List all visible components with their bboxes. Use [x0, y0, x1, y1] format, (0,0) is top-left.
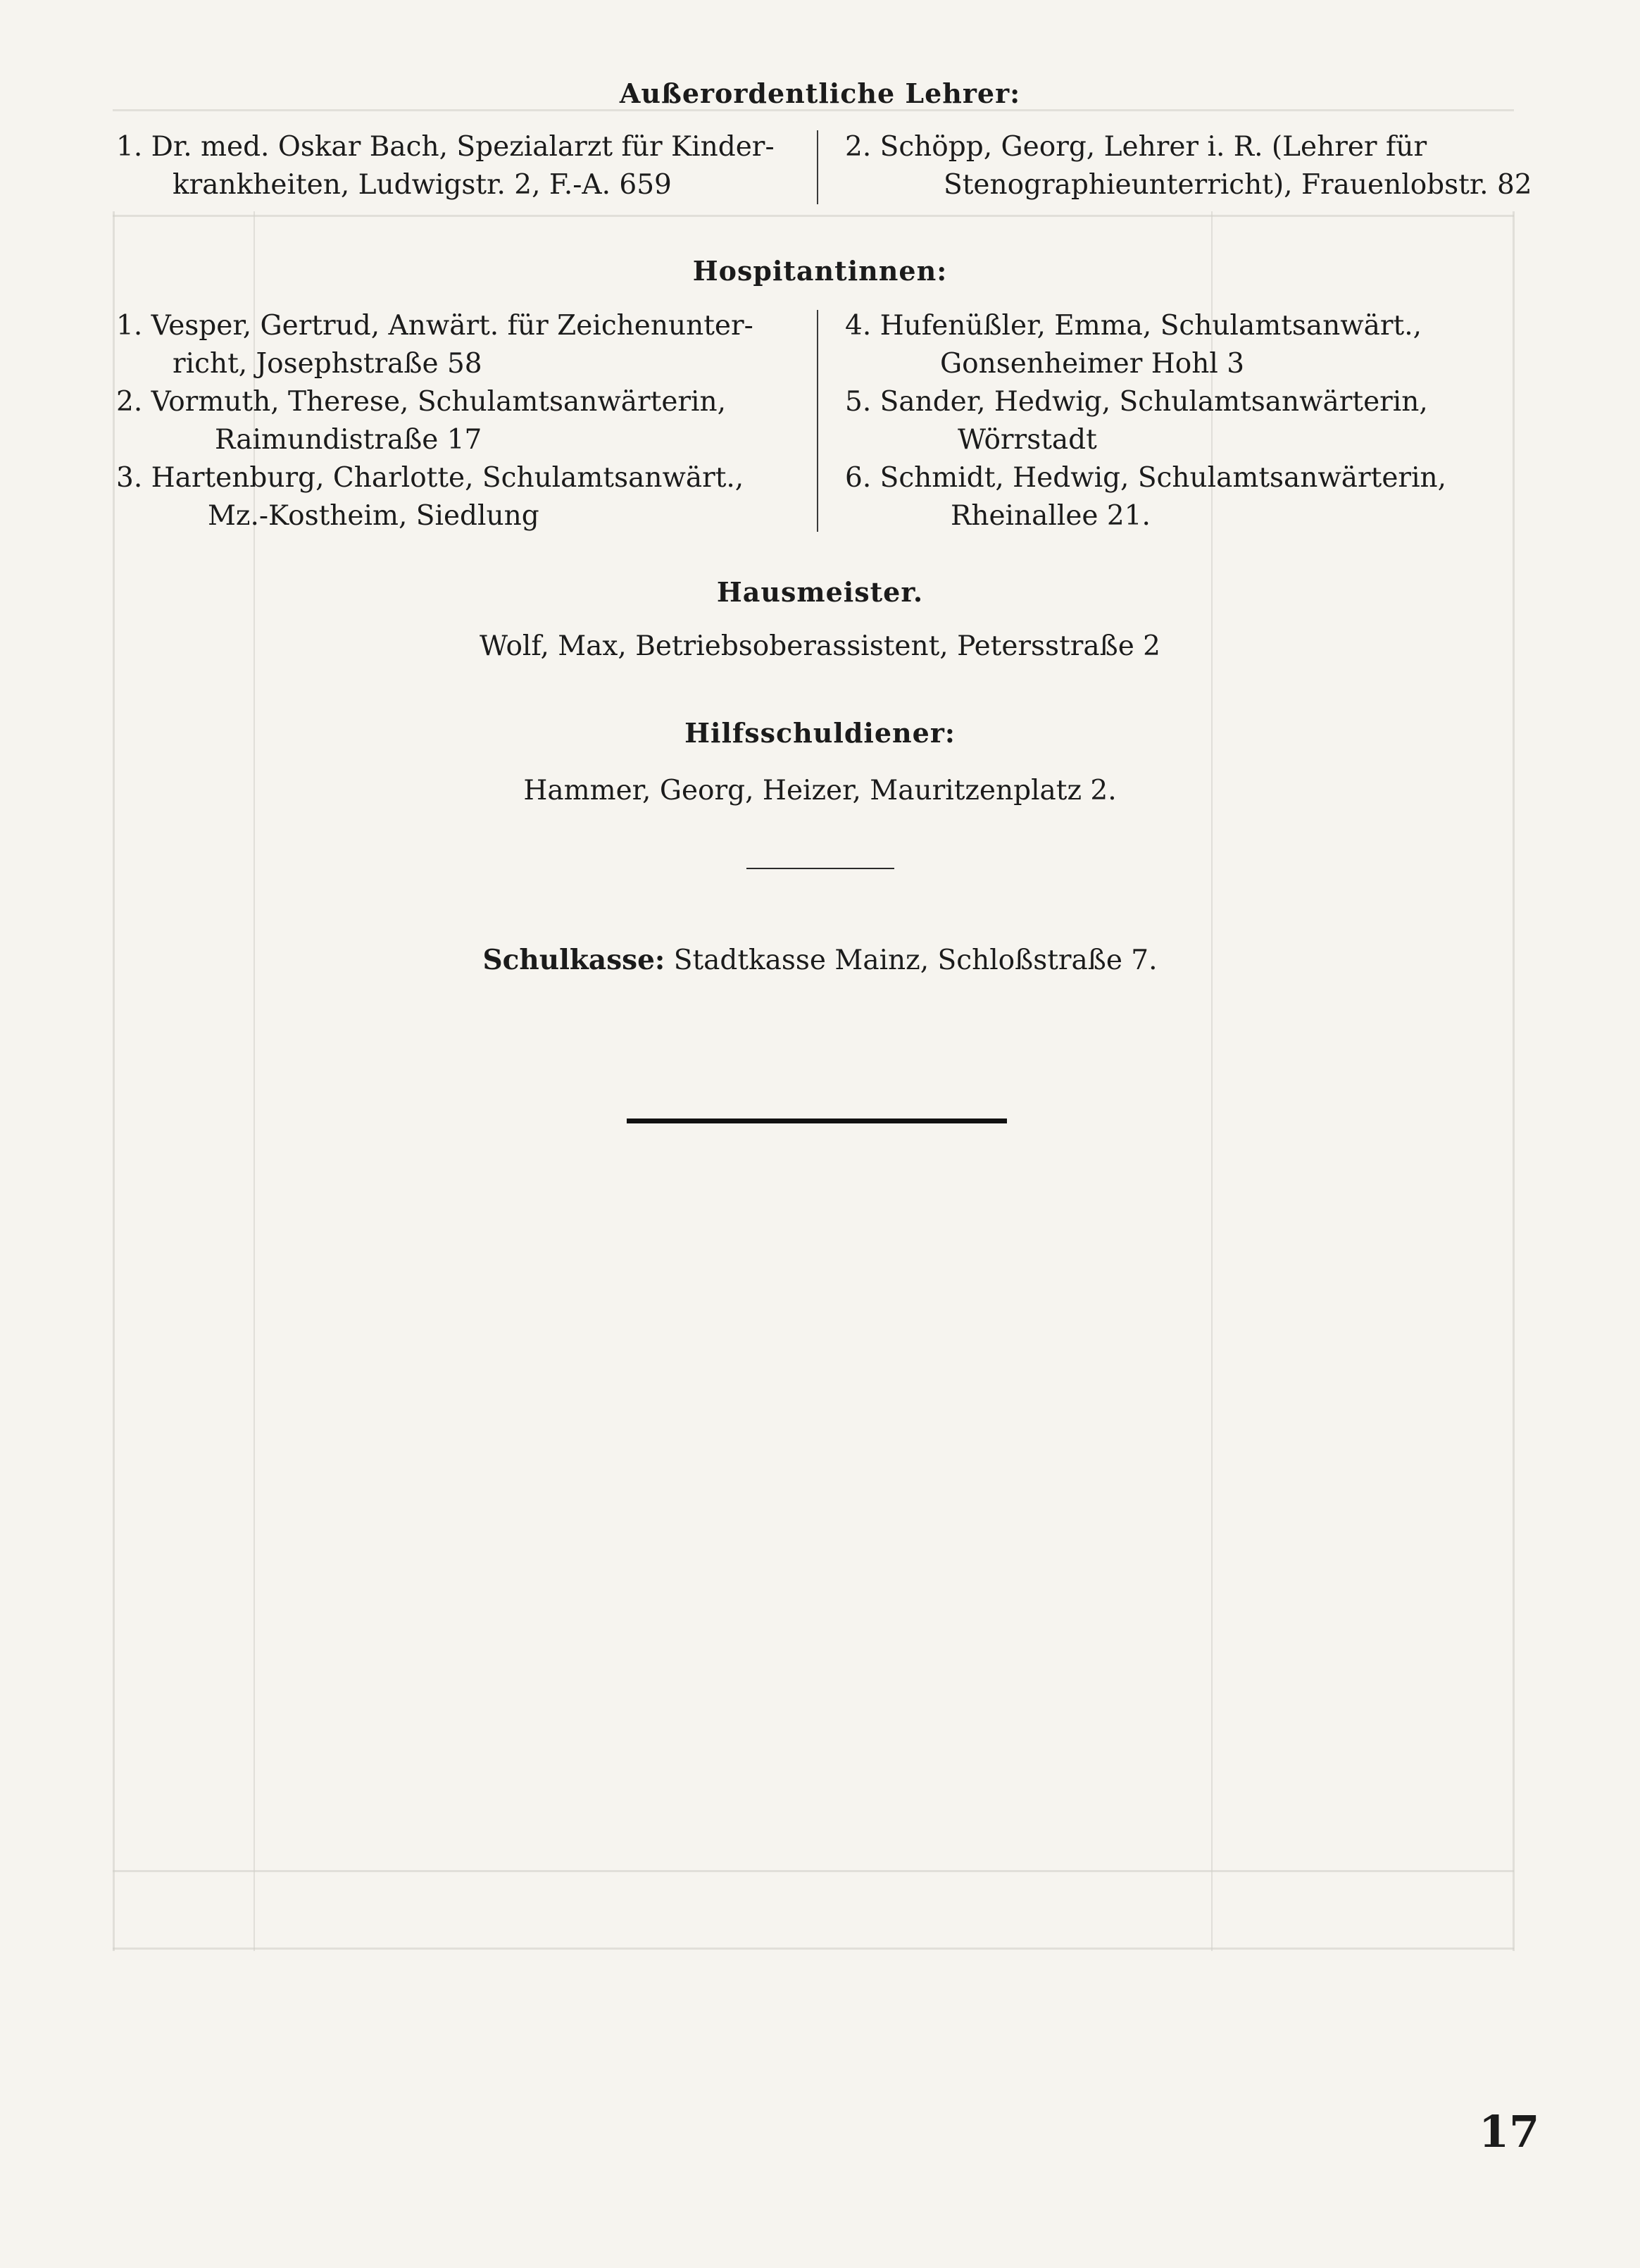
trainee-entry-line: 4. Hufenüßler, Emma, Schulamtsanwärt.,	[845, 310, 1422, 342]
section-title-school-fund: Schulkasse:	[482, 944, 665, 976]
teacher-entry-line: 1. Dr. med. Oskar Bach, Spezialarzt für Kinder-	[116, 131, 775, 163]
teacher-entry-line: 2. Schöpp, Georg, Lehrer i. R. (Lehrer für	[845, 131, 1427, 163]
trainee-entry-line: 3. Hartenburg, Charlotte, Schulamtsanwärt.,	[116, 462, 744, 494]
school-fund-text: Stadtkasse Mainz, Schloßstraße 7.	[673, 945, 1158, 976]
trainee-entry-line: Mz.-Kostheim, Siedlung	[208, 500, 539, 532]
trainee-entry-line: 6. Schmidt, Hedwig, Schulamtsanwärterin,	[845, 462, 1447, 494]
trainee-entry-line: 2. Vormuth, Therese, Schulamtsanwärterin,	[116, 386, 727, 418]
assistant-servant-entry: Hammer, Georg, Heizer, Mauritzenplatz 2.	[523, 775, 1117, 806]
divider-rule	[746, 868, 894, 869]
page-number: 17	[1479, 2106, 1540, 2157]
section-title-extraordinary-teachers: Außerordentliche Lehrer:	[619, 77, 1021, 109]
column-divider	[817, 310, 818, 532]
trainee-entry-line: Wörrstadt	[958, 424, 1097, 456]
bleed-through-line	[113, 1870, 1514, 1872]
section-title-caretaker: Hausmeister.	[716, 576, 924, 608]
end-rule	[627, 1119, 1007, 1123]
school-fund-entry	[0, 944, 1640, 976]
column-divider	[817, 130, 818, 204]
bleed-through-line	[113, 109, 1514, 111]
bleed-through-line	[113, 215, 1514, 217]
trainee-entry-line: Gonsenheimer Hohl 3	[940, 348, 1245, 380]
teacher-entry-line: krankheiten, Ludwigstr. 2, F.-A. 659	[173, 169, 672, 201]
bleed-through-line	[113, 211, 115, 1951]
trainee-entry-line: Raimundistraße 17	[215, 424, 482, 456]
trainee-entry-line: Rheinallee 21.	[951, 500, 1151, 532]
bleed-through-line	[113, 1948, 1514, 1950]
caretaker-entry: Wolf, Max, Betriebsoberassistent, Petersstraße 2	[480, 630, 1160, 662]
teacher-entry-line: Stenographieunterricht), Frauenlobstr. 82	[944, 169, 1532, 201]
trainee-entry-line: 1. Vesper, Gertrud, Anwärt. für Zeichenunter-	[116, 310, 753, 342]
trainee-entry-line: richt, Josephstraße 58	[173, 348, 482, 380]
section-title-trainees: Hospitantinnen:	[692, 255, 948, 287]
trainee-entry-line: 5. Sander, Hedwig, Schulamtsanwärterin,	[845, 386, 1428, 418]
section-title-assistant-servant: Hilfsschuldiener:	[684, 717, 956, 749]
